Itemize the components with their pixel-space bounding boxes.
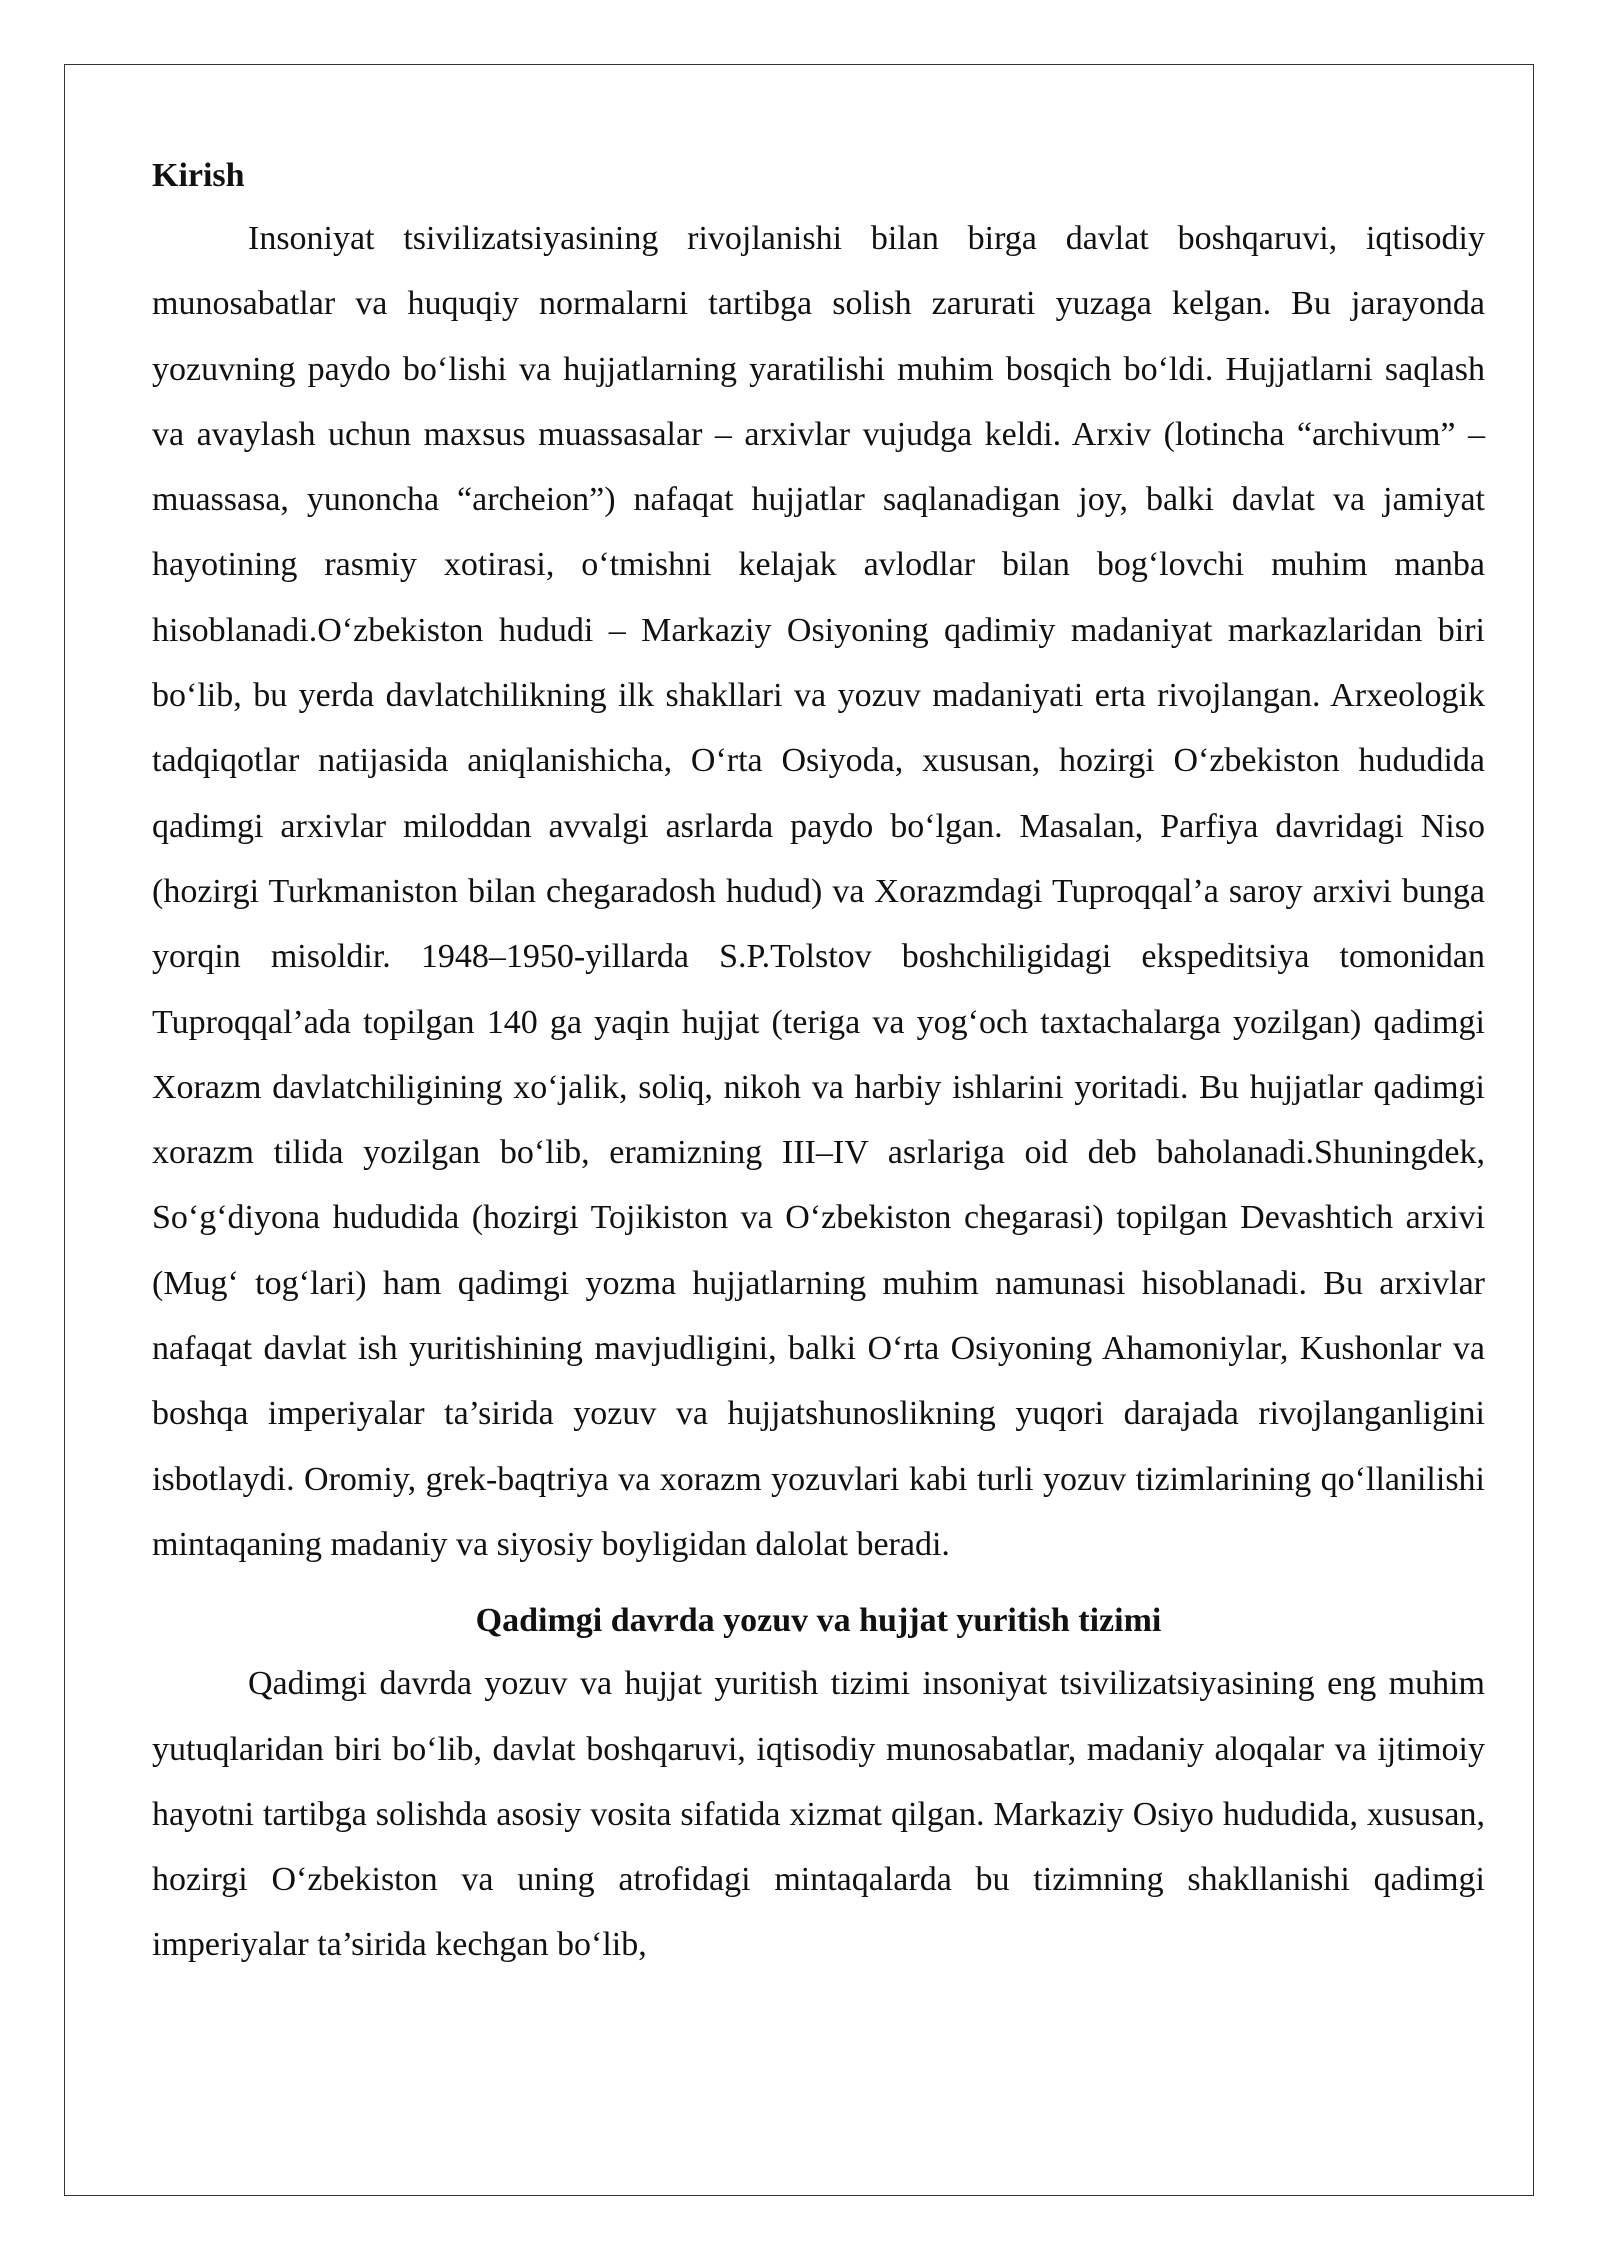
heading-introduction: Kirish <box>152 157 245 194</box>
paragraph-section: Qadimgi davrda yozuv va hujjat yuritish tizimi insoniyat tsivilizatsiyasining eng muhim yutuqlaridan biri boʻlib, davlat boshqaruvi, iqtisodiy munosabatlar, madaniy aloqalar va ijtimoiy hayotni tartibga solishda asosiy vosita sifatida xizmat qilgan. Markaziy Osiyo hududida, xususan, hozirgi Oʻzbekiston va uning atrofidagi mintaqalarda bu tizimning shakllanishi qadimgi imperiyalar ta’sirida kechgan boʻlib, <box>152 1665 1485 1964</box>
paragraph-introduction: Insoniyat tsivilizatsiyasining rivojlanishi bilan birga davlat boshqaruvi, iqtisodiy munosabatlar va huquqiy normalarni tartibga solish zarurati yuzaga kelgan. Bu jarayonda yozuvning paydo boʻlishi va hujjatlarning yaratilishi muhim bosqich boʻldi. Hujjatlarni saqlash va avaylash uchun maxsus muassasalar – arxivlar vujudga keldi. Arxiv (lotincha “archivum” – muassasa, yunoncha “archeion”) nafaqat hujjatlar saqlanadigan joy, balki davlat va jamiyat hayotining rasmiy xotirasi, oʻtmishni kelajak avlodlar bilan bogʻlovchi muhim manba hisoblanadi.Oʻzbekiston hududi – Markaziy Osiyoning qadimiy madaniyat markazlaridan biri boʻlib, bu yerda davlatchilikning ilk shakllari va yozuv madaniyati erta rivojlangan. Arxeologik tadqiqotlar natijasida aniqlanishicha, Oʻrta Osiyoda, xususan, hozirgi Oʻzbekiston hududida qadimgi arxivlar miloddan avvalgi asrlarda paydo boʻlgan. Masalan, Parfiya davridagi Niso (hozirgi Turkmaniston bilan chegaradosh hudud) va Xorazmdagi Tuproqqal’a saroy arxivi bunga yorqin misoldir. 1948–1950-yillarda S.P.Tolstov boshchiligidagi ekspeditsiya tomonidan Tuproqqal’ada topilgan 140 ga yaqin hujjat (teriga va yogʻoch taxtachalarga yozilgan) qadimgi Xorazm davlatchiligining xoʻjalik, soliq, nikoh va harbiy ishlarini yoritadi. Bu hujjatlar qadimgi xorazm tilida yozilgan boʻlib, eramizning III–IV asrlariga oid deb baholanadi.Shuningdek, Soʻgʻdiyona hududida (hozirgi Tojikiston va Oʻzbekiston chegarasi) topilgan Devashtich arxivi (Mugʻ togʻlari) ham qadimgi yozma hujjatlarning muhim namunasi hisoblanadi. Bu arxivlar nafaqat davlat ish yuritishining mavjudligini, balki Oʻrta Osiyoning Ahamoniylar, Kushonlar va boshqa imperiyalar ta’sirida yozuv va hujjatshunoslikning yuqori darajada rivojlanganligini isbotlaydi. Oromiy, grek-baqtriya va xorazm yozuvlari kabi turli yozuv tizimlarining qoʻllanilishi mintaqaning madaniy va siyosiy boyligidan dalolat beradi. <box>152 220 1485 1563</box>
heading-section: Qadimgi davrda yozuv va hujjat yuritish tizimi <box>475 1602 1162 1640</box>
document-body <box>152 146 1485 1978</box>
